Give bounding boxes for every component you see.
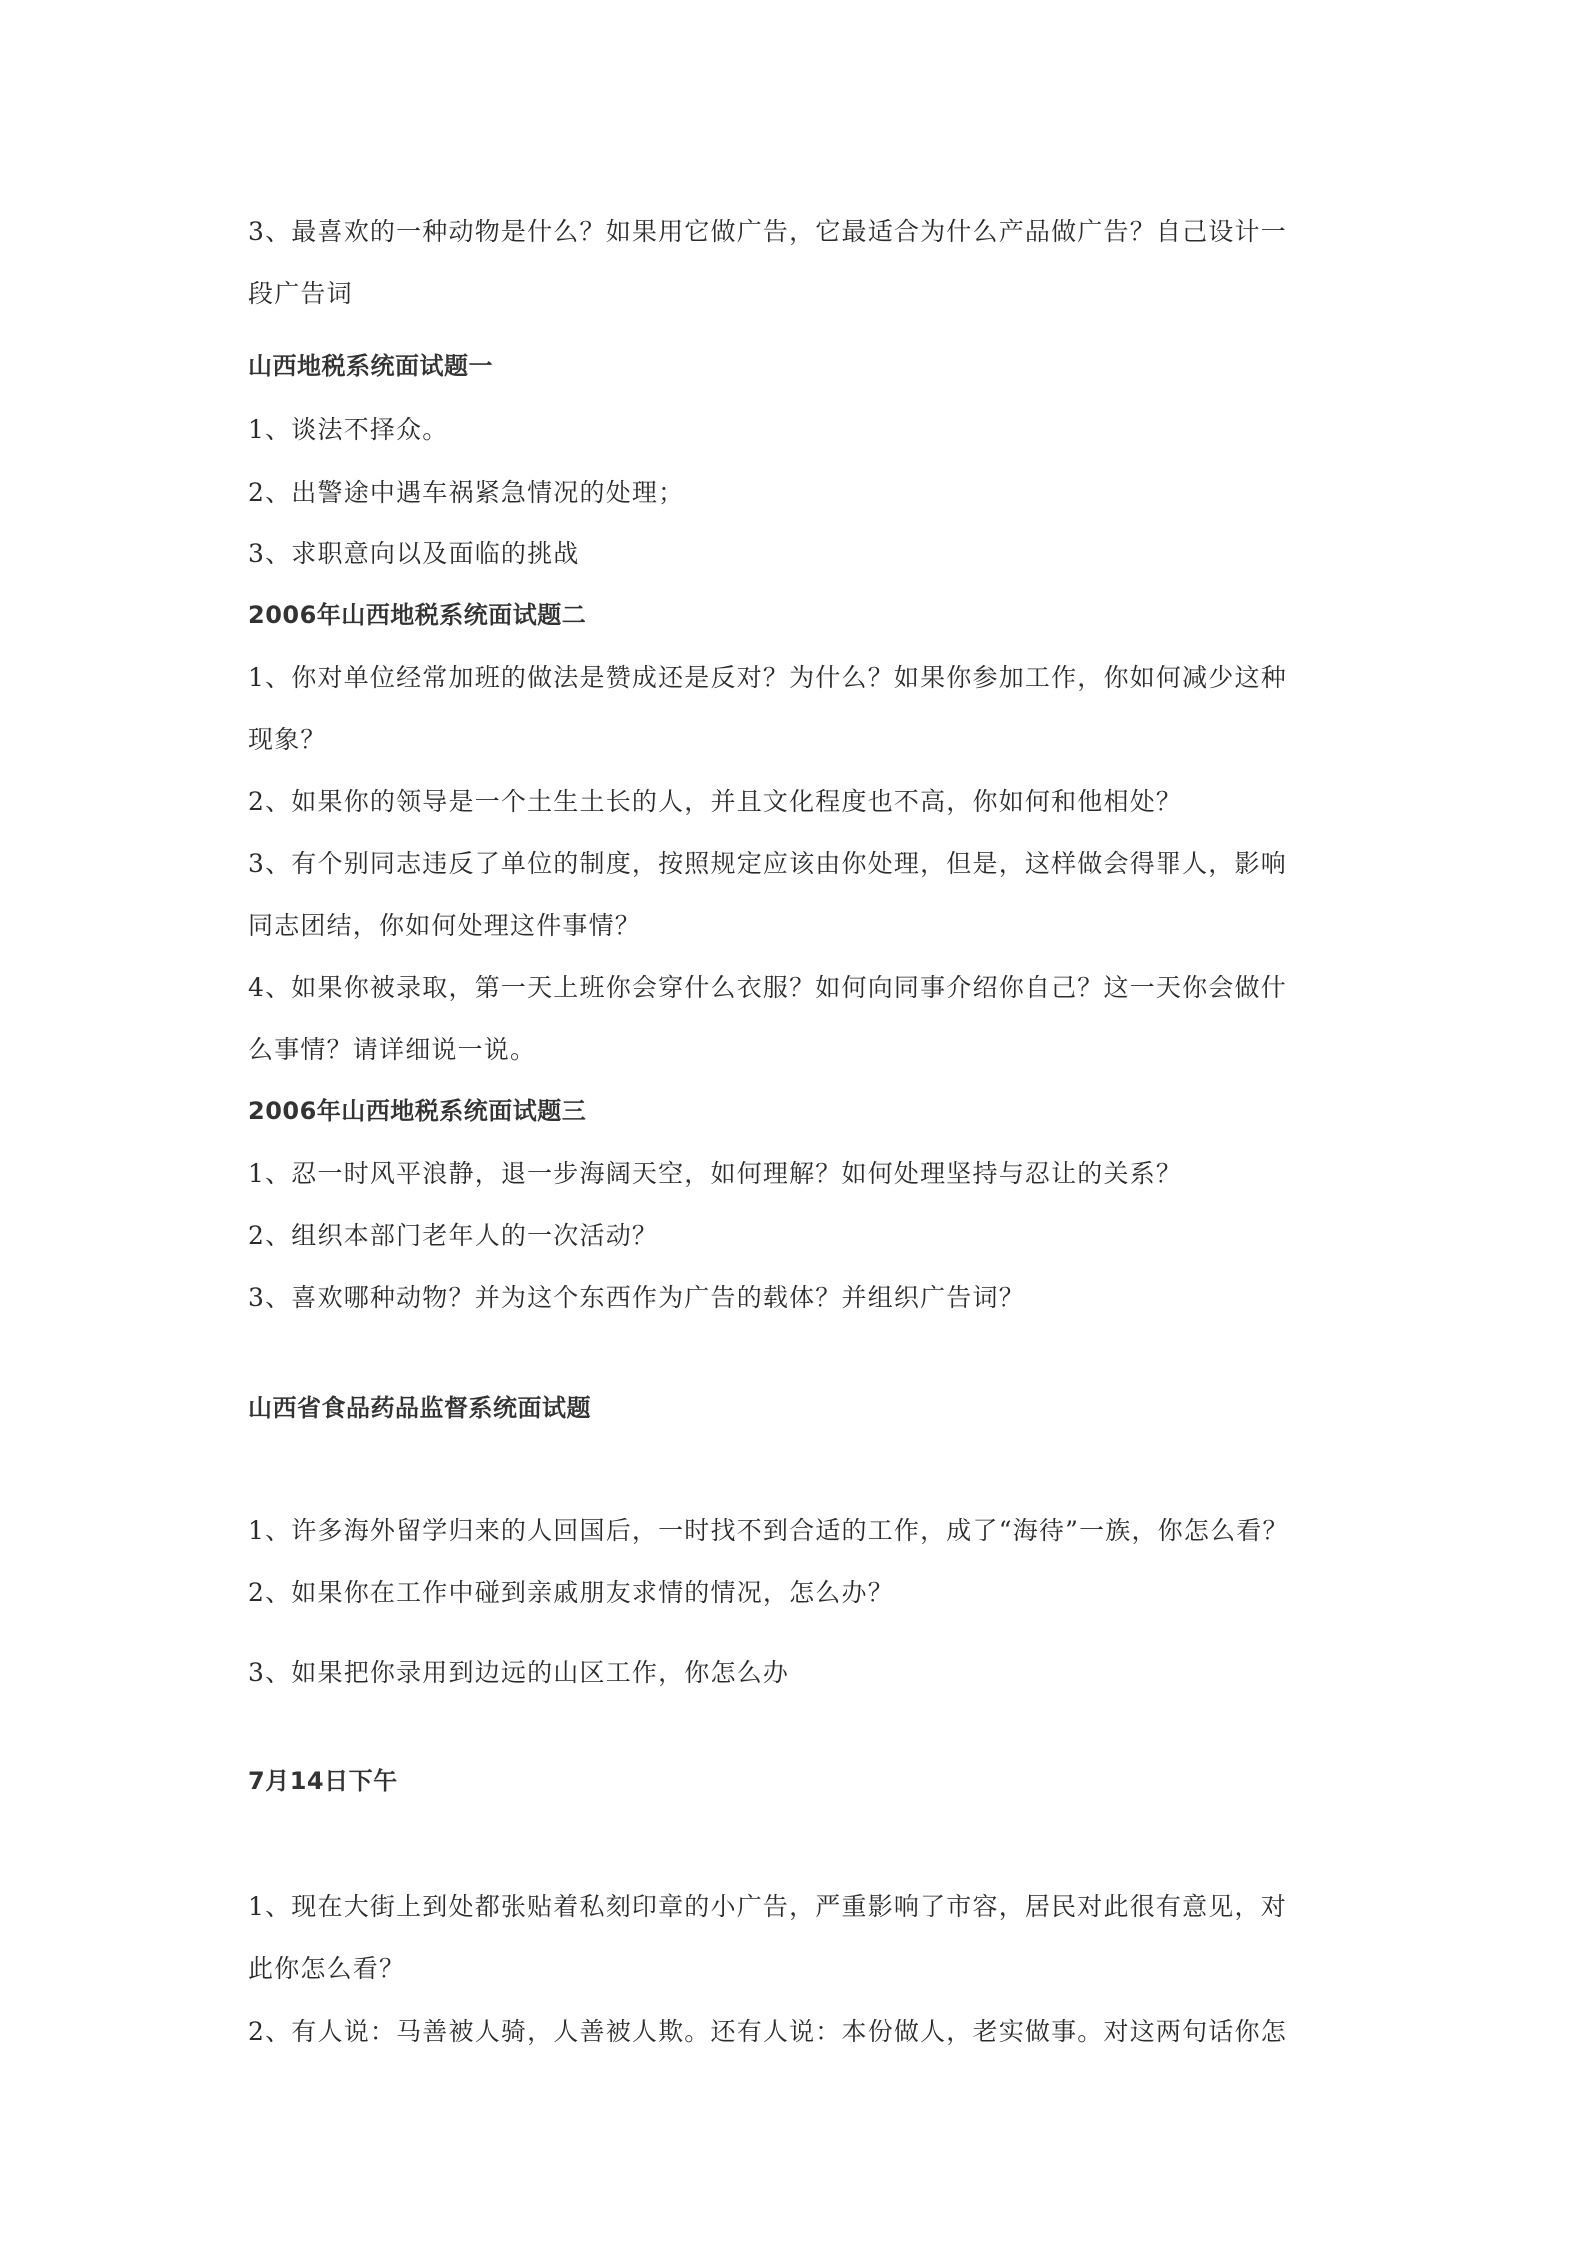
section-heading: 山西地税系统面试题一 bbox=[248, 352, 493, 380]
section-heading: 山西省食品药品监督系统面试题 bbox=[248, 1394, 591, 1422]
question-line: 1、忍一时风平浪静，退一步海阔天空，如何理解？如何处理坚持与忍让的关系？ bbox=[248, 1159, 1183, 1188]
question-line: 段广告词 bbox=[248, 279, 353, 308]
question-line: 3、如果把你录用到边远的山区工作，你怎么办 bbox=[248, 1658, 790, 1687]
question-line: 2、出警途中遇车祸紧急情况的处理； bbox=[248, 478, 685, 507]
question-line: 2、组织本部门老年人的一次活动？ bbox=[248, 1221, 659, 1250]
question-line: 2、如果你在工作中碰到亲戚朋友求情的情况，怎么办？ bbox=[248, 1578, 894, 1607]
question-line: 3、最喜欢的一种动物是什么？如果用它做广告，它最适合为什么产品做广告？自己设计一 bbox=[248, 217, 1287, 246]
question-line: 同志团结，你如何处理这件事情？ bbox=[248, 911, 642, 940]
question-line: 现象？ bbox=[248, 725, 327, 754]
question-line: 1、现在大街上到处都张贴着私刻印章的小广告，严重影响了市容，居民对此很有意见，对 bbox=[248, 1892, 1287, 1921]
question-line: 3、求职意向以及面临的挑战 bbox=[248, 539, 580, 568]
question-line: 2、如果你的领导是一个土生土长的人，并且文化程度也不高，你如何和他相处？ bbox=[248, 787, 1183, 816]
section-heading: 2006年山西地税系统面试题三 bbox=[248, 1097, 587, 1125]
question-line: 么事情？请详细说一说。 bbox=[248, 1035, 537, 1064]
question-line: 1、你对单位经常加班的做法是赞成还是反对？为什么？如果你参加工作，你如何减少这种 bbox=[248, 663, 1287, 692]
question-line: 4、如果你被录取，第一天上班你会穿什么衣服？如何向同事介绍你自己？这一天你会做什 bbox=[248, 973, 1287, 1002]
section-heading: 2006年山西地税系统面试题二 bbox=[248, 601, 587, 629]
question-line: 1、许多海外留学归来的人回国后，一时找不到合适的工作，成了“海待”一族，你怎么看？ bbox=[248, 1516, 1289, 1545]
question-line: 3、有个别同志违反了单位的制度，按照规定应该由你处理，但是，这样做会得罪人，影响 bbox=[248, 849, 1287, 878]
question-line: 2、有人说：马善被人骑，人善被人欺。还有人说：本份做人，老实做事。对这两句话你怎 bbox=[248, 2017, 1287, 2046]
question-line: 1、谈法不择众。 bbox=[248, 415, 449, 444]
question-line: 此你怎么看？ bbox=[248, 1954, 406, 1983]
section-heading: 7月14日下午 bbox=[248, 1767, 398, 1795]
question-line: 3、喜欢哪种动物？并为这个东西作为广告的载体？并组织广告词？ bbox=[248, 1283, 1025, 1312]
